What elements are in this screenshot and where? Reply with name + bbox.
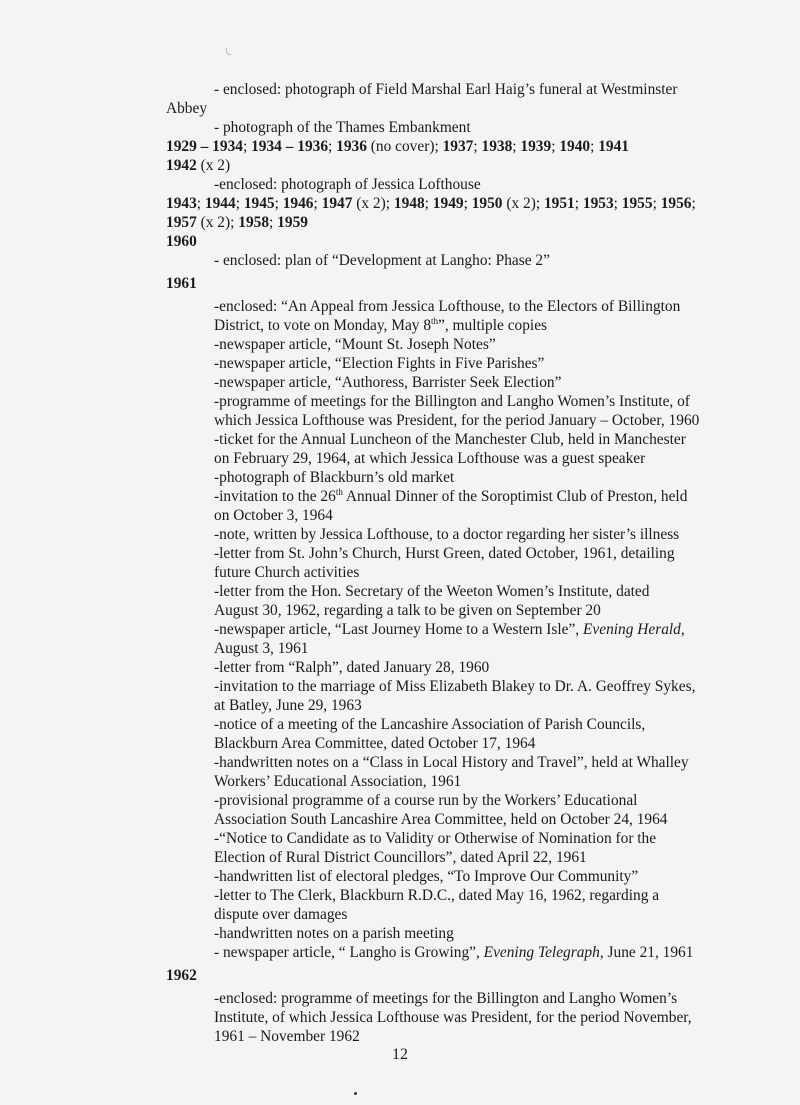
text-line: -enclosed: photograph of Jessica Lofthouse [214,176,481,193]
year-entry: 1934 – 1936 [251,138,329,155]
text-line: -handwritten notes on a “Class in Local History and Travel”, held at Whalley [214,754,689,771]
year-1961-items [166,297,746,962]
text-line: -invitation to the marriage of Miss Elizabeth Blakey to Dr. A. Geoffrey Sykes, [214,678,696,695]
year-entry: 1953 [582,195,614,212]
year-entry: 1957 [166,214,197,231]
text-line: -photograph of Blackburn’s old market [214,469,455,486]
text-line: on October 3, 1964 [214,507,333,524]
text-line: which Jessica Lofthouse was President, for the period January – October, 1960 [214,412,700,429]
text-line: -letter from “Ralph”, dated January 28, 1960 [214,659,490,676]
text-line: - enclosed: plan of “Development at Langho: Phase 2” [214,252,550,269]
text-line: - photograph of the Thames Embankment [214,119,471,136]
year-heading: 1962 [166,967,197,984]
paper-mark [226,48,231,55]
text-line: Blackburn Area Committee, dated October 17, 1964 [214,735,536,752]
text-line: -invitation to the 26th Annual Dinner of the Soroptimist Club of Preston, held [214,487,688,505]
text-line: -letter from the Hon. Secretary of the Weeton Women’s Institute, dated [214,583,650,600]
year-list-line [166,156,746,175]
text-line: Election of Rural District Councillors”, dated April 22, 1961 [214,849,587,866]
text-line: dispute over damages [214,906,348,923]
year-entry: 1942 [166,157,197,174]
text-line: August 3, 1961 [214,640,309,657]
text-line: 1961 – November 1962 [214,1028,360,1045]
year-1962-items [166,989,746,1046]
year-entry: 1946 [282,195,314,212]
year-entry: 1948 [393,195,425,212]
year-entry: 1950 [471,195,503,212]
text-line: -notice of a meeting of the Lancashire Association of Parish Councils, [214,716,646,733]
year-note: (x 2) [200,214,231,231]
text-line: - enclosed: photograph of Field Marshal Earl Haig’s funeral at Westminster [214,81,678,98]
year-entry: 1943 [166,195,197,212]
year-entry: 1940 [559,138,591,155]
paper-dot [354,1092,357,1095]
year-entry: 1938 [481,138,513,155]
text-line: -newspaper article, “Election Fights in Five Parishes” [214,355,545,372]
text-line: -programme of meetings for the Billington and Langho Women’s Institute, of [214,393,690,410]
text-line: -enclosed: programme of meetings for the Billington and Langho Women’s [214,990,678,1007]
year-entry: 1929 – 1934 [166,138,243,155]
text-line: -newspaper article, “Authoress, Barrister Seek Election” [214,374,562,391]
year-entry: 1951 [543,195,575,212]
text-line: -note, written by Jessica Lofthouse, to a doctor regarding her sister’s illness [214,526,680,543]
year-entry: 1958 [238,214,270,231]
year-note: (x 2) [356,195,386,212]
year-entry: 1956 [660,195,692,212]
year-list-line: 1929 – 1934; 1934 – 1936; 1936 (no cover); 1937; 1938; 1939; 1940; 1941 [166,138,629,155]
text-line: -newspaper article, “Mount St. Joseph Notes” [214,336,496,353]
text-line: -letter from St. John’s Church, Hurst Green, dated October, 1961, detailing [214,545,675,562]
year-entry: 1937 [442,138,474,155]
text-line: -newspaper article, “Last Journey Home to a Western Isle”, Evening Herald, [214,621,685,638]
text-line: at Batley, June 29, 1963 [214,697,362,714]
text-line: -“Notice to Candidate as to Validity or Otherwise of Nomination for the [214,830,657,847]
text-line: Workers’ Educational Association, 1961 [214,773,462,790]
year-entry: 1959 [277,214,308,231]
year-note: (x 2) [200,157,231,174]
year-entry: 1955 [621,195,653,212]
page-number: 12 [392,1046,408,1063]
text-line: Association South Lancashire Area Committee, held on October 24, 1964 [214,811,668,828]
year-entry: 1949 [432,195,464,212]
year-entry: 1936 [336,138,367,155]
text-line: -letter to The Clerk, Blackburn R.D.C., dated May 16, 1962, regarding a [214,887,660,904]
text-line: Abbey [166,100,208,117]
year-entry: 1939 [520,138,552,155]
year-note: (x 2) [506,195,536,212]
year-list-line: 1957 (x 2); 1958; 1959 [166,214,308,231]
text-line: -provisional programme of a course run by the Workers’ Educational [214,792,638,809]
year-entry: 1945 [243,195,275,212]
year-entry: 1944 [204,195,236,212]
year-heading: 1961 [166,275,197,292]
year-heading: 1960 [166,233,197,250]
text-line: future Church activities [214,564,360,581]
year-note: (no cover) [370,138,435,155]
text-line: -enclosed: “An Appeal from Jessica Lofthouse, to the Electors of Billington [214,298,681,315]
text-line: Institute, of which Jessica Lofthouse was President, for the period November, [214,1009,692,1026]
text-line: -handwritten list of electoral pledges, “To Improve Our Community” [214,868,639,885]
text-line: on February 29, 1964, at which Jessica Lofthouse was a guest speaker [214,450,646,467]
year-list-line: 1943; 1944; 1945; 1946; 1947 (x 2); 1948; 1949; 1950 (x 2); 1951; 1953; 1955; 1956; [166,195,696,212]
year-entry: 1941 [598,138,629,155]
text-line: -handwritten notes on a parish meeting [214,925,454,942]
document-body [166,80,746,1046]
text-line: District, to vote on Monday, May 8th”, multiple copies [214,316,548,334]
text-line: - newspaper article, “ Langho is Growing”, Evening Telegraph, June 21, 1961 [214,944,694,961]
text-line: -ticket for the Annual Luncheon of the Manchester Club, held in Manchester [214,431,686,448]
text-line: August 30, 1962, regarding a talk to be given on September 20 [214,602,601,619]
year-entry: 1947 [321,195,353,212]
